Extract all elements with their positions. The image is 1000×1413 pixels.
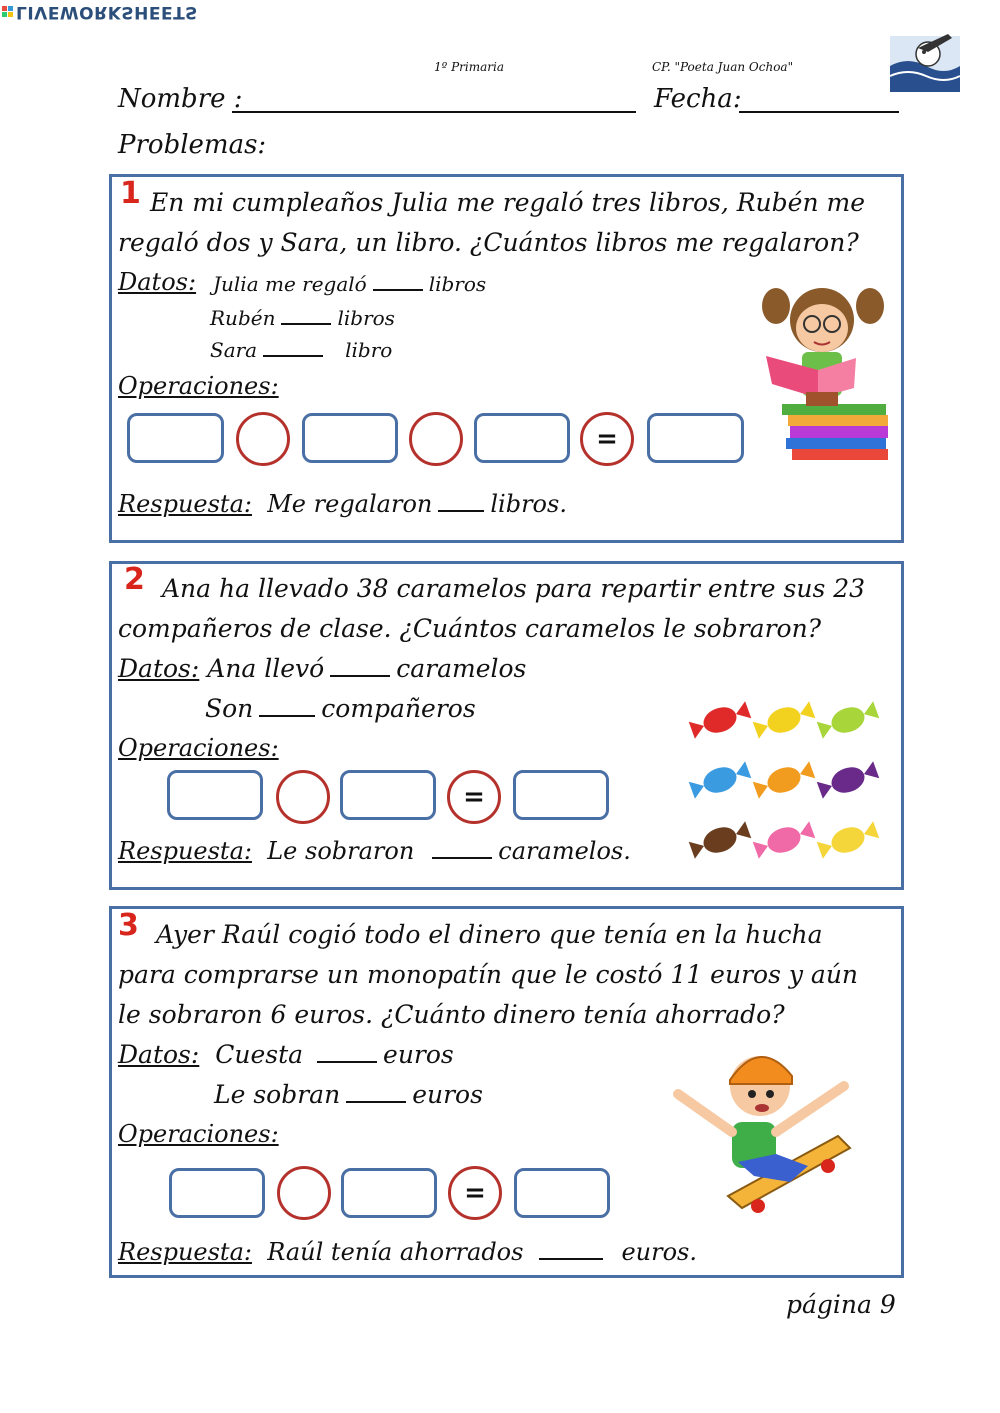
problem-1-dato-1-blank[interactable] [373, 275, 423, 291]
problem-1-statement-line1: En mi cumpleaños Julia me regaló tres libros, Rubén me [150, 188, 866, 217]
problem-2-equals-circle: = [447, 770, 501, 824]
problem-2-operator-circle[interactable] [276, 770, 330, 824]
problem-2-statement-line1: Ana ha llevado 38 caramelos para repartir entre sus 23 [162, 574, 866, 603]
problem-3-operand-box-2[interactable] [341, 1168, 437, 1218]
date-field[interactable] [739, 111, 899, 113]
problem-2-datos-label: Datos: [118, 654, 200, 683]
name-field[interactable] [232, 111, 636, 113]
section-title: Problemas: [118, 130, 267, 160]
school-label: CP. "Poeta Juan Ochoa" [652, 60, 794, 74]
problem-2-operaciones-label: Operaciones: [118, 734, 279, 762]
problem-3-statement-line3: le sobraron 6 euros. ¿Cuánto dinero tenía ahorrado? [118, 1000, 785, 1029]
problem-3-respuesta: Respuesta: Raúl tenía ahorrados euros. [118, 1238, 697, 1266]
problem-1-number: 1 [120, 176, 141, 211]
problem-2-dato-2-blank[interactable] [259, 701, 315, 717]
liveworksheets-logo [2, 2, 198, 22]
problem-3-statement-line2: para comprarse un monopatín que le costó 11 euros y aún [118, 960, 859, 989]
problem-2-dato-2: Son compañeros [205, 694, 476, 723]
problem-1-respuesta: Respuesta: Me regalaron libros. [118, 490, 567, 518]
problem-3-dato-2: Le sobran euros [214, 1080, 483, 1109]
brand-squares-icon [2, 7, 13, 18]
problem-2-result-box[interactable] [513, 770, 609, 820]
problem-2-operand-box-2[interactable] [340, 770, 436, 820]
grade-label: 1º Primaria [434, 60, 505, 74]
problem-1-datos-label: Datos: [118, 268, 197, 296]
problem-3-respuesta-label: Respuesta: [118, 1238, 252, 1266]
problem-1-dato-1: Julia me regaló libros [213, 272, 487, 296]
problem-3-dato-2-blank[interactable] [346, 1087, 406, 1103]
page-number: página 9 [786, 1290, 896, 1319]
problem-1-dato-2-blank[interactable] [281, 309, 331, 325]
problem-2-statement-line2: compañeros de clase. ¿Cuántos caramelos le sobraron? [118, 614, 822, 643]
problem-1-respuesta-blank[interactable] [438, 496, 484, 512]
problem-3-dato-1: Datos: Cuesta euros [118, 1040, 454, 1069]
problem-1-operand-box-1[interactable] [127, 413, 224, 463]
problem-1-statement-line2: regaló dos y Sara, un libro. ¿Cuántos libros me regalaron? [118, 228, 859, 257]
problem-1-operator-circle-1[interactable] [236, 412, 290, 466]
problem-3-dato-1-blank[interactable] [317, 1047, 377, 1063]
problem-3-statement-line1: Ayer Raúl cogió todo el dinero que tenía en la hucha [156, 920, 823, 949]
problem-3-respuesta-blank[interactable] [539, 1244, 603, 1260]
problem-3-datos-label: Datos: [118, 1040, 200, 1069]
problem-1-operaciones-label: Operaciones: [118, 372, 279, 400]
problem-2-respuesta-label: Respuesta: [118, 837, 252, 865]
school-emblem-icon [888, 26, 962, 96]
problem-3-result-box[interactable] [514, 1168, 610, 1218]
problem-3-operaciones-label: Operaciones: [118, 1120, 279, 1148]
problem-1-dato-3-blank[interactable] [263, 341, 323, 357]
problem-3-number: 3 [118, 908, 139, 943]
problem-3-operand-box-1[interactable] [169, 1168, 265, 1218]
girl-reading-books-illustration [758, 276, 892, 464]
problem-1-dato-3: Sara libro [210, 338, 393, 362]
problem-1-operator-circle-2[interactable] [409, 412, 463, 466]
problem-2-respuesta: Respuesta: Le sobraron caramelos. [118, 837, 631, 865]
problem-1-operand-box-2[interactable] [302, 413, 398, 463]
problem-2-dato-1: Datos: Ana llevó caramelos [118, 654, 527, 683]
problem-3-operator-circle[interactable] [277, 1166, 331, 1220]
problem-2-dato-1-blank[interactable] [330, 661, 390, 677]
date-label: Fecha: [654, 84, 742, 114]
skateboard-boy-illustration [668, 1036, 870, 1214]
problem-2-operand-box-1[interactable] [167, 770, 263, 820]
name-label: Nombre : [118, 84, 243, 114]
problem-1-respuesta-label: Respuesta: [118, 490, 252, 518]
problem-1-operand-box-3[interactable] [474, 413, 570, 463]
problem-1-equals-circle: = [580, 412, 634, 466]
problem-1-result-box[interactable] [647, 413, 744, 463]
candies-illustration [688, 690, 884, 870]
problem-1-dato-2: Rubén libros [210, 306, 395, 330]
brand-text: LIVEWORKSHEETS [16, 2, 198, 22]
problem-2-number: 2 [124, 562, 145, 597]
problem-2-respuesta-blank[interactable] [432, 843, 492, 859]
problem-3-equals-circle: = [448, 1166, 502, 1220]
